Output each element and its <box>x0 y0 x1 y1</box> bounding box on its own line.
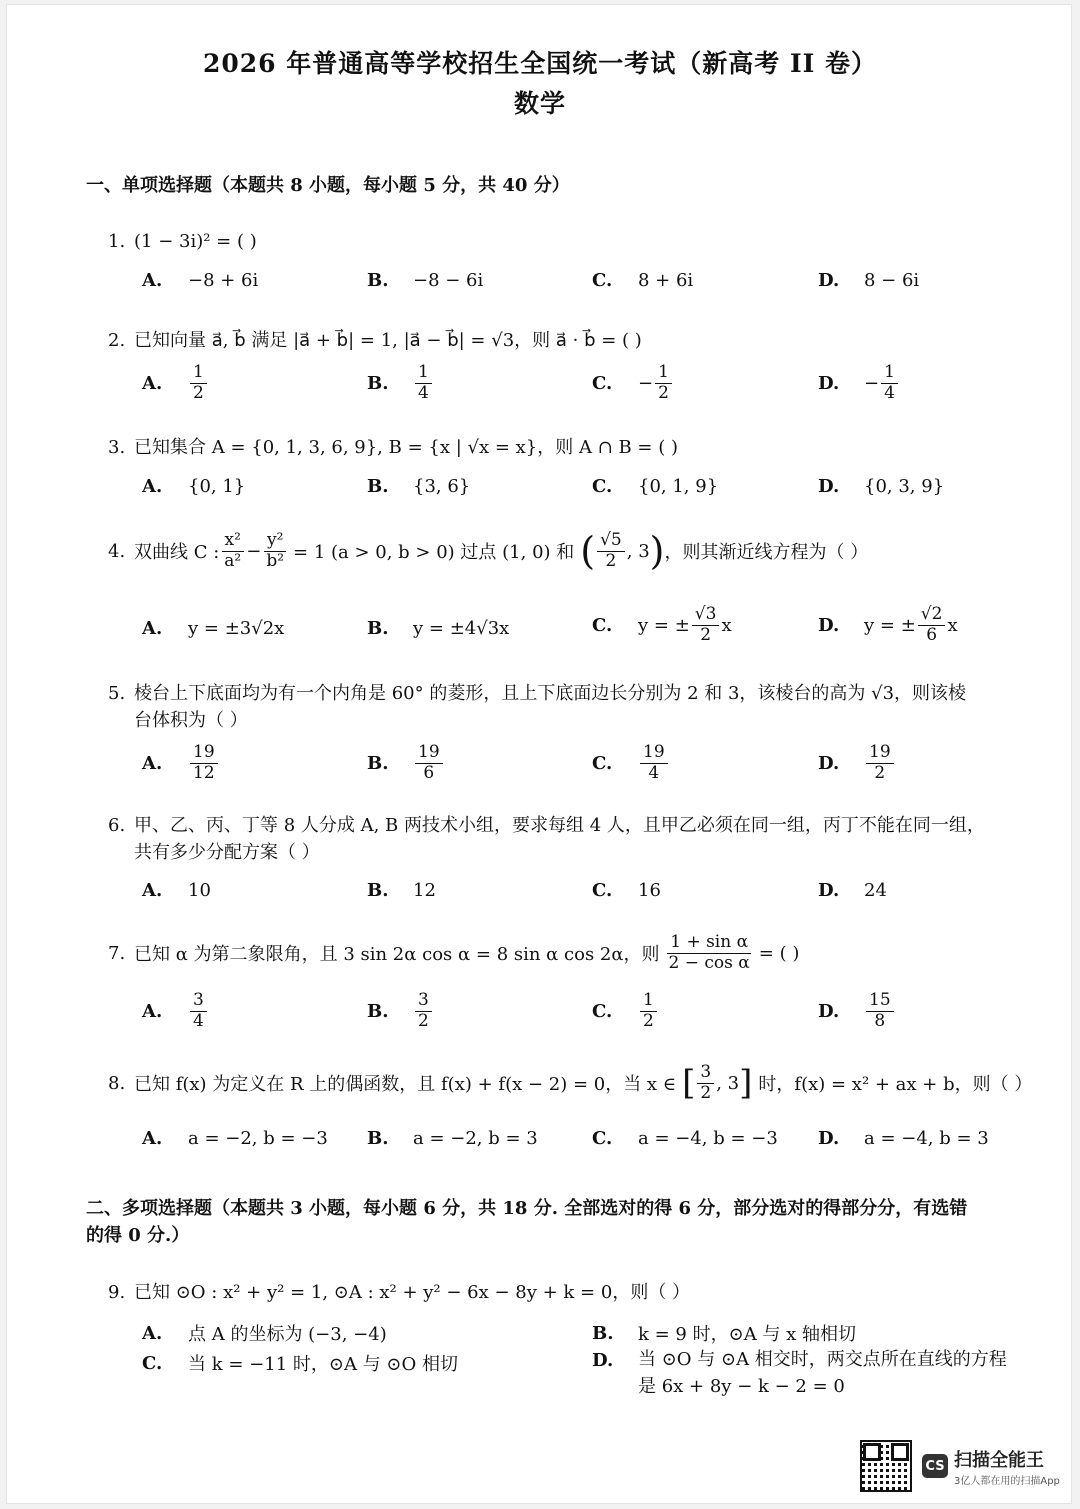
question-4: 4. 双曲线 C : $\frac{\text{x²}}{\text{a²}}$ − $\frac{\text{y²}}{\text{b²}}$ = 1 (a > 0, b > 0) 过点 (1, 0) 和 ( $\frac{√5}{2}$ , 3 ) ，则其渐近线方程为（ ） <box>108 529 869 574</box>
q5-option-b: B. $\frac{19}{6}$ <box>367 744 445 783</box>
q4-option-c: C. y = ± $\frac{√3}{2}$ x <box>592 604 732 645</box>
q2-option-a: A. $\frac{1}{2}$ <box>142 364 209 403</box>
question-stem: 已知 ⊙O : x² + y² = 1, ⊙A : x² + y² − 6x − 8y + k = 0，则（ ） <box>134 1282 691 1303</box>
q7-option-b: B. $\frac{3}{2}$ <box>367 992 434 1031</box>
question-5: 5. 棱台上下底面均为有一个内角是 60° 的菱形，且上下底面边长分别为 2 和 3，该棱台的高为 √3，则该棱 台体积为（ ） <box>108 680 1028 734</box>
question-stem: 已知集合 A = {0, 1, 3, 6, 9}, B = {x | √x = x}，则 A ∩ B = ( ) <box>134 437 679 458</box>
q6-option-d: D. 24 <box>818 880 887 901</box>
q1-option-a: A. −8 + 6i <box>142 270 259 291</box>
q8-option-b: B. a = −2, b = 3 <box>367 1128 538 1149</box>
q8-option-d: D. a = −4, b = 3 <box>818 1128 989 1149</box>
question-number: 9. <box>108 1282 126 1303</box>
q6-option-c: C. 16 <box>592 880 661 901</box>
q5-option-c: C. $\frac{19}{4}$ <box>592 744 670 783</box>
q7-option-d: D. $\frac{15}{8}$ <box>818 992 896 1031</box>
watermark-subtitle: 3亿人都在用的扫描App <box>954 1475 1060 1487</box>
q9-option-b: B. k = 9 时，⊙A 与 x 轴相切 <box>592 1322 857 1345</box>
question-stem: 已知向量 a⃗, b⃗ 满足 |a⃗ + b⃗| = 1, |a⃗ − b⃗| = √3，则 a⃗ · b⃗ = ( ) <box>134 330 642 351</box>
scanner-watermark <box>860 1440 1060 1492</box>
question-number: 4. <box>108 540 126 562</box>
q7-option-a: A. $\frac{3}{4}$ <box>142 992 209 1031</box>
q6-option-b: B. 12 <box>367 880 436 901</box>
q3-option-b: B. {3, 6} <box>367 476 471 497</box>
watermark-title: 扫描全能王 <box>954 1449 1044 1471</box>
question-number: 3. <box>108 437 126 458</box>
q8-option-c: C. a = −4, b = −3 <box>592 1128 778 1149</box>
q2-option-d: D. − $\frac{1}{4}$ <box>818 364 900 403</box>
q9-option-c: C. 当 k = −11 时，⊙A 与 ⊙O 相切 <box>142 1352 458 1375</box>
question-7: 7. 已知 α 为第二象限角，且 3 sin 2α cos α = 8 sin α cos 2α，则 $\frac{\text{1 + sin α}}{\text{2 − cos α}}$ = ( ) <box>108 932 800 973</box>
qr-code-icon <box>860 1440 912 1492</box>
q6-option-a: A. 10 <box>142 880 211 901</box>
question-number: 8. <box>108 1072 126 1094</box>
q8-option-a: A. a = −2, b = −3 <box>142 1128 328 1149</box>
question-number: 7. <box>108 942 126 964</box>
q7-option-c: C. $\frac{1}{2}$ <box>592 992 659 1031</box>
exam-title: 2026 年普通高等学校招生全国统一考试（新高考 II 卷） <box>202 49 878 78</box>
question-1 <box>108 228 1028 255</box>
question-8: 8. 已知 f(x) 为定义在 R 上的偶函数，且 f(x) + f(x − 2) = 0，当 x ∈ [ $\frac{3}{2}$ , 3 ] 时，f(x) = x² + ax + b，则（ ） <box>108 1062 1033 1104</box>
q3-option-d: D. {0, 3, 9} <box>818 476 945 497</box>
q2-option-b: B. $\frac{1}{4}$ <box>367 364 434 403</box>
q5-option-d: D. $\frac{19}{2}$ <box>818 744 896 783</box>
exam-subject: 数学 <box>513 89 566 118</box>
camscanner-logo: CS <box>922 1454 948 1478</box>
q1-option-b: B. −8 − 6i <box>367 270 484 291</box>
q3-option-a: A. {0, 1} <box>142 476 246 497</box>
question-2 <box>108 327 1028 354</box>
question-6: 6. 甲、乙、丙、丁等 8 人分成 A, B 两技术小组，要求每组 4 人，且甲乙必须在同一组，丙丁不能在同一组， 共有多少分配方案（ ） <box>108 812 1028 866</box>
q5-option-a: A. $\frac{19}{12}$ <box>142 744 220 783</box>
q2-option-c: C. − $\frac{1}{2}$ <box>592 364 674 403</box>
question-number: 2. <box>108 330 126 351</box>
q3-option-c: C. {0, 1, 9} <box>592 476 719 497</box>
question-9 <box>108 1279 1028 1306</box>
q9-option-a: A. 点 A 的坐标为 (−3, −4) <box>142 1322 387 1345</box>
q4-option-d: D. y = ± $\frac{√2}{6}$ x <box>818 604 958 645</box>
section-2-heading: 二、多项选择题（本题共 3 小题，每小题 6 分，共 18 分. 全部选对的得 6 分，部分选对的得部分分，有选错 的得 0 分.） <box>86 1198 968 1246</box>
q4-option-b: B. y = ±4√3x <box>367 618 510 639</box>
q1-option-d: D. 8 − 6i <box>818 270 920 291</box>
question-number: 6. <box>108 815 126 836</box>
question-3 <box>108 434 1028 461</box>
question-number: 1. <box>108 231 126 252</box>
section-1-heading: 一、单项选择题（本题共 8 小题，每小题 5 分，共 40 分） <box>86 175 570 196</box>
q1-option-c: C. 8 + 6i <box>592 270 694 291</box>
question-number: 5. <box>108 683 126 704</box>
question-stem: (1 − 3i)² = ( ) <box>134 231 257 252</box>
q9-option-d: D. 当 ⊙O 与 ⊙A 相交时，两交点所在直线的方程 是 6x + 8y − k − 2 = 0 <box>592 1349 1007 1397</box>
q4-option-a: A. y = ±3√2x <box>142 618 285 639</box>
